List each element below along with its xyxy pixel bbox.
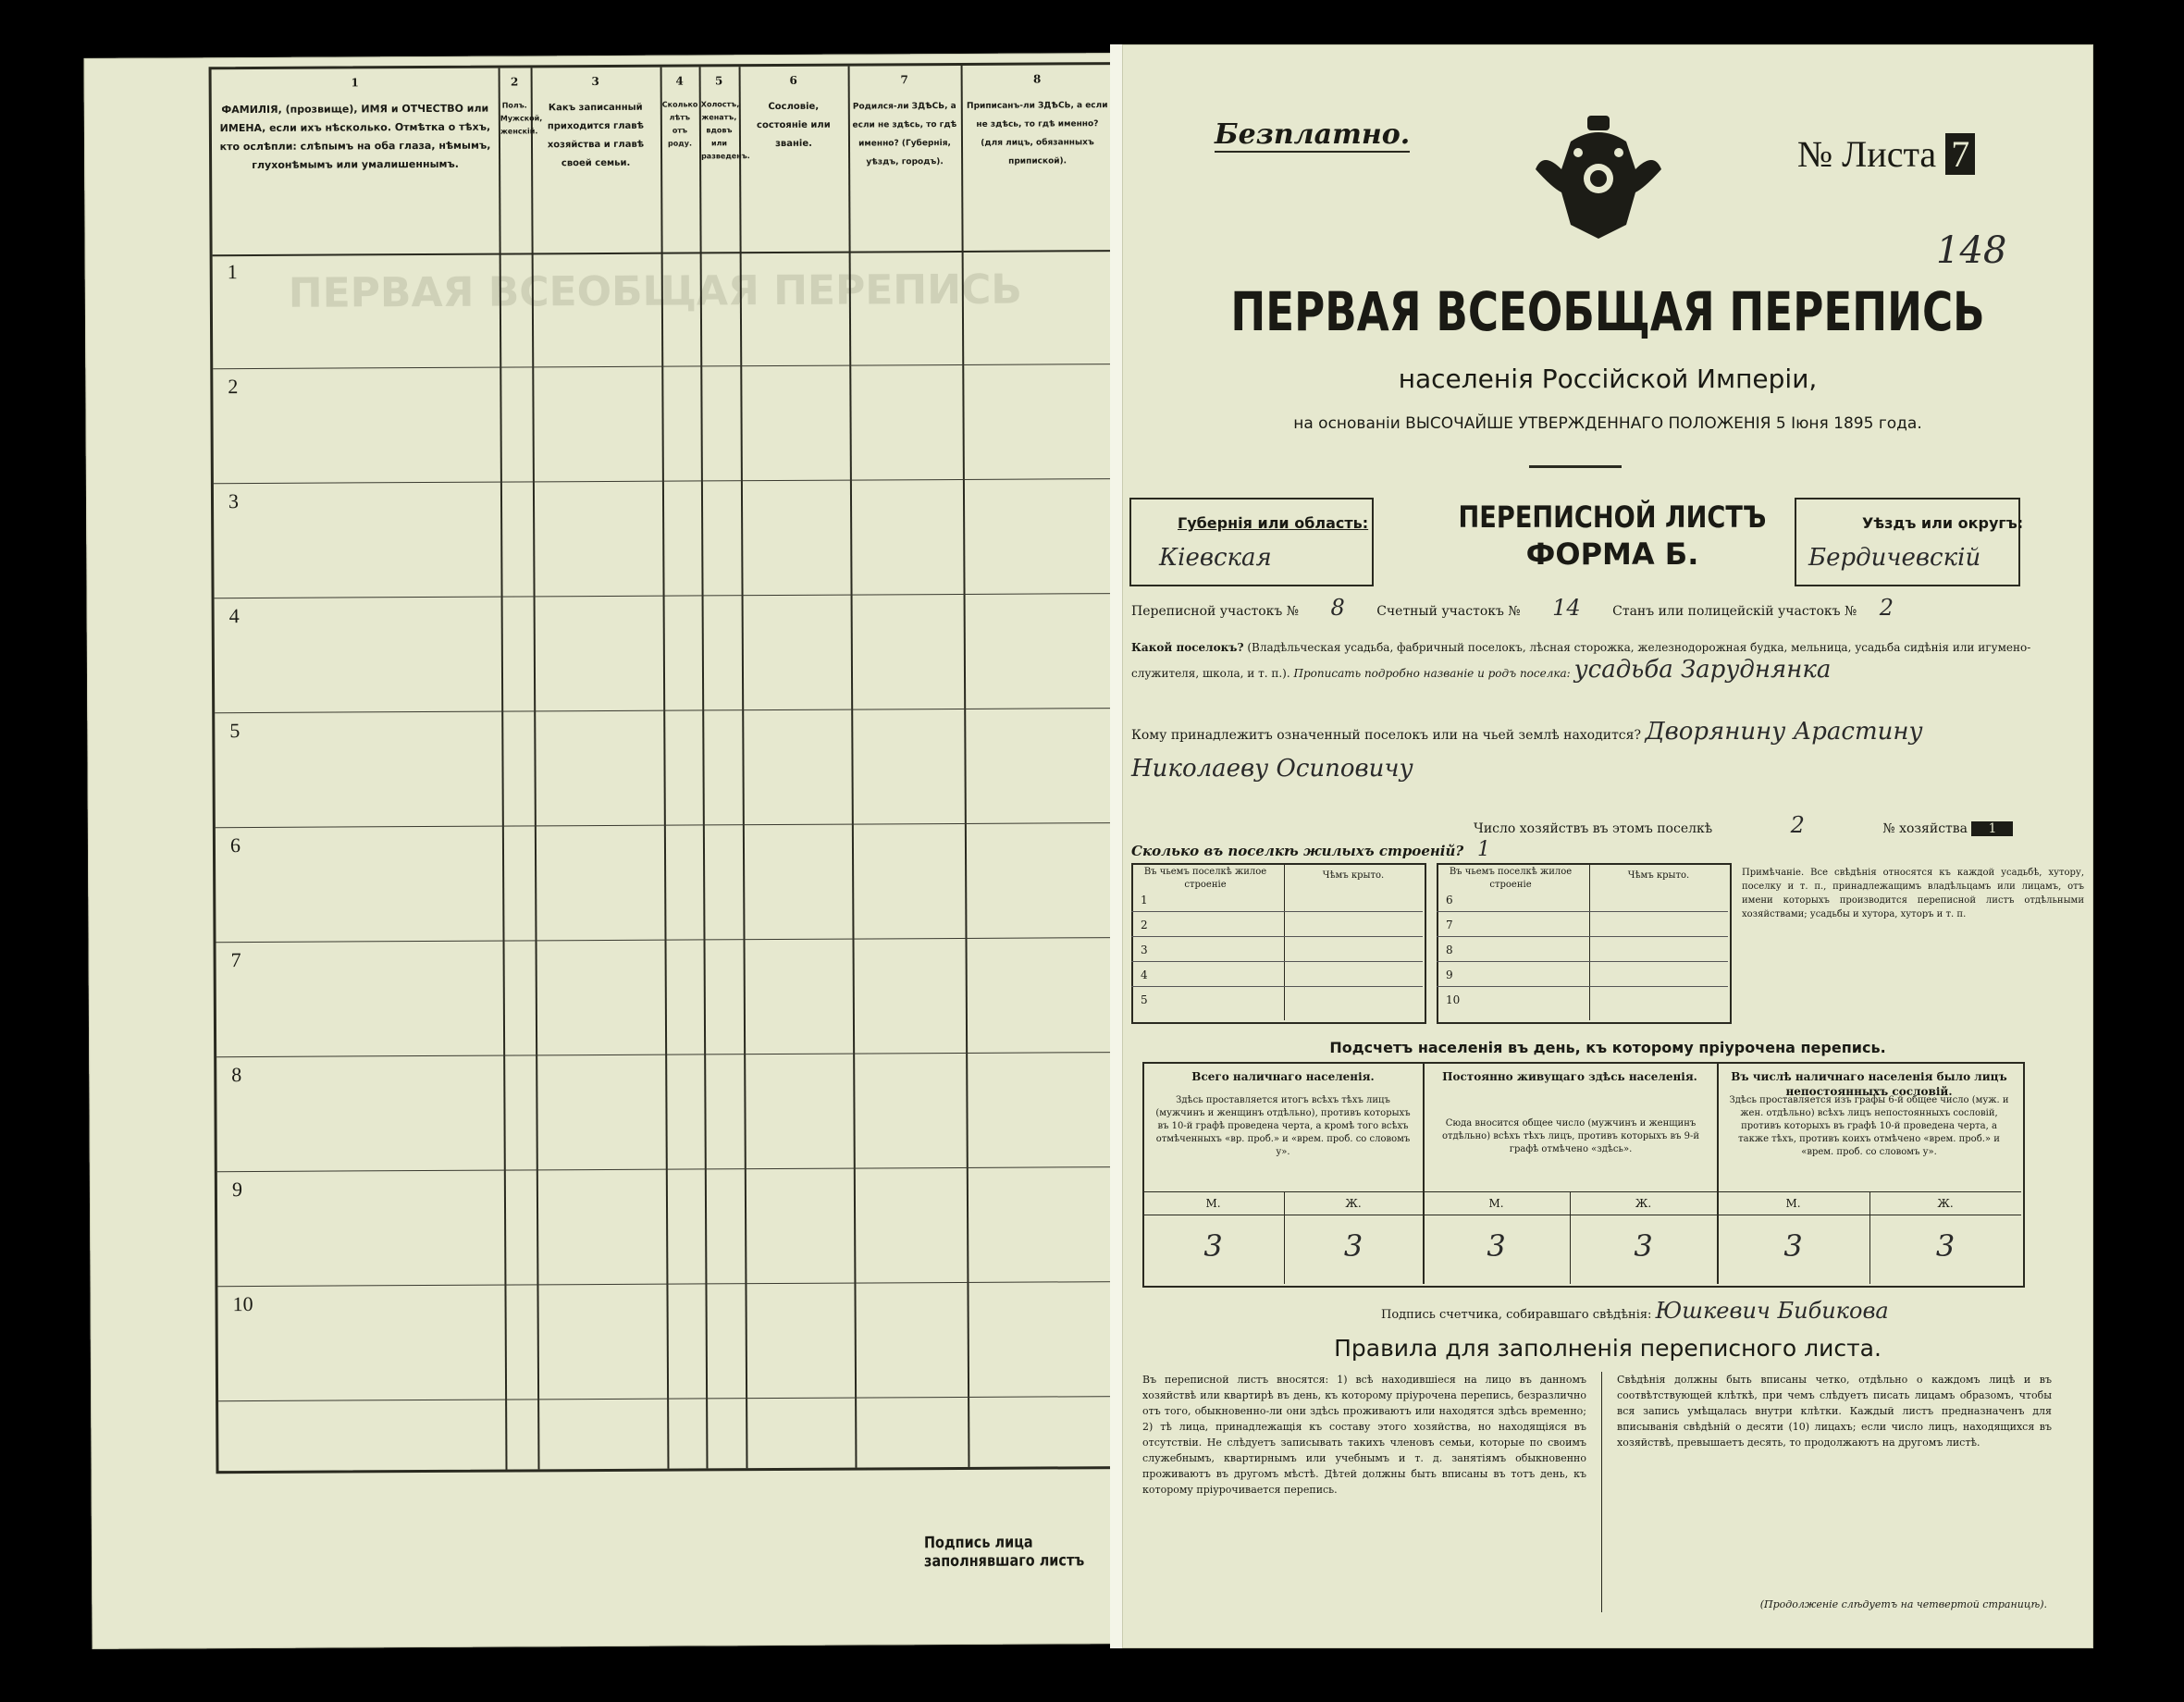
row-number: 7 (230, 948, 241, 972)
enumerator-signature: Юшкевич Бибикова (1655, 1298, 1889, 1324)
col-header-marital: Холостъ, женатъ, вдовъ или разведенъ. (700, 100, 750, 161)
sheet-number-value: 7 (1945, 133, 1975, 175)
enumerator-signature-label: Подпись счетчика, собиравшаго свѣдѣнія: (1381, 1308, 1652, 1322)
row-number: 5 (229, 719, 241, 743)
count-value: 3 (1487, 1228, 1506, 1264)
count-head-total: Всего наличнаго населенія. (1191, 1070, 1375, 1083)
row-number: 4 (228, 604, 240, 628)
col-header-relation: Какъ записанный приходится главѣ хозяйства и главѣ своей семьи. (547, 102, 645, 169)
continued-note: (Продолженіе слѣдуетъ на четвертой страницѣ). (1759, 1598, 2047, 1610)
col-number-2: 2 (510, 75, 519, 89)
building-row: 3 (1141, 944, 1148, 956)
signature-label: Подпись лица заполнявшаго листъ (923, 1533, 1085, 1572)
col-header-name: ФАМИЛІЯ, (прозвище), ИМЯ и ОТЧЕСТВО или ИМЕНА, если ихъ нѣсколько. Отмѣтка о тѣхъ, кто ослѣпли: слѣпымъ на оба глаза, нѣмымъ, глухонѣмымъ или умалишеннымъ. (219, 102, 491, 171)
household-number-label: № хозяйства (1882, 821, 1968, 836)
count-value: 3 (1343, 1228, 1363, 1264)
free-label: Безплатно. (1215, 118, 1411, 151)
count-value: 3 (1203, 1228, 1223, 1264)
col-number-8: 8 (1032, 72, 1042, 86)
building-row: 1 (1141, 894, 1148, 906)
col-number-7: 7 (900, 73, 908, 87)
document-subtitle: населенія Россійской Имперіи, (1398, 364, 1818, 394)
col-header-registered: Приписанъ-ли ЗДѢСЬ, а если не здѣсь, то гдѣ именно? (для лицъ, обязанныхъ припиской). (967, 101, 1108, 166)
mf-label: Ж. (1937, 1197, 1954, 1210)
households-line (1474, 812, 2084, 838)
col-number-1: 1 (351, 76, 359, 90)
left-page (84, 53, 1124, 1649)
bleed-through-text: ПЕРВАЯ ВСЕОБЩАЯ ПЕРЕПИСЬ (288, 265, 1022, 317)
col-number-5: 5 (714, 74, 723, 88)
count-value: 3 (1783, 1228, 1803, 1264)
count-head-permanent: Постоянно живущаго здѣсь населенія. (1442, 1070, 1697, 1083)
rules-left-text: Въ переписной листъ вносятся: 1) всѣ находившіеся на лицо въ данномъ хозяйствѣ или квартирѣ въ день, къ которому пріурочена перепись, безразлично отъ того, обыкновенно-ли они здѣсь проживаютъ или находятся здѣсь временно; 2) тѣ лица, принадлежащія къ составу этого хозяйства, но находящіяся въ отсутствіи. Не слѣдуетъ записывать такихъ членовъ семьи, которые по своимъ служебнымъ, квартирнымъ или учебнымъ и т. д. занятіямъ обыкновенно проживаютъ въ другомъ мѣстѣ. Дѣтей должны быть вписаны въ тотъ день, къ которому пріурочивается перепись. (1142, 1374, 1586, 1496)
col-header-age: Сколько лѣтъ отъ роду. (661, 100, 698, 148)
settlement-hint: (Владѣльческая усадьба, фабричный поселокъ, лѣсная сторожка, железнодорожная будка, мельница, усадьба сидѣнія или игумено-служителя, школа, и т. п.). (1131, 641, 2031, 680)
sheet-title: ПЕРЕПИСНОЙ ЛИСТЪ (1458, 500, 1767, 535)
count-desc-total: Здѣсь проставляется итогъ всѣхъ тѣхъ лицъ (мужчинъ и женщинъ отдѣльно), противъ которыхъ въ 10-й графѣ проведена черта, а кромѣ того всѣхъ отмѣченныхъ «вр. проб.» и «врем. проб. со словомъ у». (1155, 1095, 1411, 1157)
row-number: 6 (229, 833, 241, 857)
buildings-note: Примѣчаніе. Все свѣдѣнія относятся къ каждой усадьбѣ, хутору, поселку и т. п., принадлежащимъ владѣльцамъ или лицамъ, отъ имени которыхъ производится переписной листъ отдѣльными хозяйствами; усадьбы и хутора, хуторъ и т. п. (1742, 868, 2084, 919)
mf-label: Ж. (1345, 1197, 1362, 1210)
count-district-label: Счетный участокъ № (1376, 604, 1521, 619)
households-label: Число хозяйствъ въ этомъ поселкѣ (1474, 821, 1713, 836)
row-number: 9 (231, 1178, 242, 1202)
building-row: 4 (1141, 968, 1148, 981)
buildings-head-b: Чѣмъ крыто. (1322, 870, 1385, 881)
col-header-estate: Сословіе, состояніе или званіе. (756, 101, 831, 150)
count-value: 3 (1634, 1228, 1653, 1264)
count-district-value: 14 (1552, 595, 1581, 621)
row-number: 1 (227, 260, 238, 284)
row-number: 8 (231, 1063, 242, 1087)
right-page (1122, 44, 2093, 1648)
count-desc-nonpermanent: Здѣсь проставляется изъ графы 6-й общее число (муж. и жен. отдѣльно) всѣхъ лицъ непостоянныхъ сословій, противъ которыхъ въ графѣ 10-й проведена черта, а также тѣхъ, противъ коихъ отмѣчено «врем. проб.» и «врем. проб. со словомъ у». (1729, 1095, 2009, 1157)
settlement-hint-2: Прописать подробно названіе и родъ поселка: (1293, 667, 1571, 680)
form-label: ФОРМА Б. (1525, 536, 1699, 572)
building-row: 7 (1446, 919, 1453, 931)
household-member-table (209, 62, 1124, 1474)
building-row: 8 (1446, 944, 1453, 956)
col-number-3: 3 (591, 75, 599, 89)
col-header-birthplace: Родился-ли ЗДѢСЬ, а если не здѣсь, то гдѣ именно? (Губернія, уѣздъ, городъ). (852, 101, 957, 167)
household-number-value: 1 (1971, 821, 2013, 836)
buildings-head-a: Въ чьемъ поселкѣ жилое строеніе (1143, 867, 1267, 890)
uezd-value: Бердичевскій (1808, 544, 1981, 572)
document-title: ПЕРВАЯ ВСЕОБЩАЯ ПЕРЕПИСЬ (1230, 280, 1985, 343)
owner-value-2: Николаеву Осиповичу (1131, 755, 1413, 783)
owner-value-1: Дворянину Арастину (1645, 718, 1923, 746)
guberniya-box (1129, 498, 1374, 586)
sheet-number-label: № Листа (1797, 133, 1937, 175)
building-row: 9 (1446, 968, 1453, 981)
settlement-value: усадьба Заруднянка (1573, 656, 1832, 684)
mf-label: М. (1205, 1197, 1221, 1210)
col-number-4: 4 (675, 74, 684, 88)
row-number: 2 (228, 375, 239, 399)
police-district-value: 2 (1879, 595, 1894, 621)
count-head-nonpermanent: Въ числѣ наличнаго населенія было лицъ непостоянныхъ сословій. (1731, 1070, 2007, 1098)
legal-basis: на основаніи ВЫСОЧАЙШЕ УТВЕРЖДЕННАГО ПОЛОЖЕНІЯ 5 Іюня 1895 года. (1293, 414, 1922, 433)
owner-label: Кому принадлежитъ означенный поселокъ или на чьей землѣ находится? (1131, 728, 1641, 743)
guberniya-label: Губернія или область: (1178, 514, 1369, 532)
row-number: 3 (228, 489, 240, 513)
settlement-label: Какой поселокъ? (1131, 641, 1244, 654)
uezd-label: Уѣздъ или округъ: (1862, 514, 2024, 532)
handwritten-page-number: 148 (1936, 229, 2007, 272)
buildings-label: Сколько въ поселкѣ жилыхъ строеній? (1131, 843, 1464, 859)
col-number-6: 6 (789, 73, 797, 87)
building-row: 10 (1446, 993, 1461, 1006)
count-desc-permanent: Сюда вносится общее число (мужчинъ и женщинъ отдѣльно) всѣхъ тѣхъ лицъ, противъ которыхъ въ 9-й графѣ отмѣчено «здѣсь». (1441, 1118, 1700, 1154)
building-row: 2 (1141, 919, 1148, 931)
double-headed-eagle-emblem (1534, 114, 1663, 243)
mf-label: М. (1488, 1197, 1504, 1210)
census-district-label: Переписной участокъ № (1131, 604, 1299, 619)
mf-label: Ж. (1635, 1197, 1652, 1210)
census-district-value: 8 (1330, 595, 1345, 621)
buildings-head-a-right: Въ чьемъ поселкѣ жилое строеніе (1449, 867, 1573, 890)
rules-right-text: Свѣдѣнія должны быть вписаны четко, отдѣльно о каждомъ лицѣ и въ соотвѣтствующей клѣткѣ, при чемъ слѣдуетъ писать лицамъ образомъ, чтобы вся запись умѣщалась внутри клѣтки. Каждый листъ предназначенъ для вписыванія свѣдѣній о десяти (10) лицахъ; если число лицъ, находящихся въ хозяйствѣ, превышаетъ десять, то продолжаютъ на другомъ листѣ. (1617, 1374, 2052, 1449)
building-row: 5 (1141, 993, 1148, 1006)
uezd-box (1795, 498, 2020, 586)
households-value: 2 (1790, 812, 1805, 838)
police-district-label: Станъ или полицейскій участокъ № (1612, 604, 1857, 619)
guberniya-value: Кіевская (1159, 544, 1272, 572)
district-line (1131, 595, 2084, 621)
count-value: 3 (1935, 1228, 1956, 1264)
settlement-line (1131, 636, 2084, 684)
mf-label: М. (1785, 1197, 1801, 1210)
owner-line (1131, 715, 2084, 789)
building-row: 6 (1446, 894, 1453, 906)
col-header-sex: Полъ. Мужской, женскій. (500, 101, 543, 136)
buildings-head-b-right: Чѣмъ крыто. (1627, 870, 1690, 881)
count-title: Подсчетъ населенія въ день, къ которому пріурочена перепись. (1329, 1039, 1886, 1056)
title-divider (1529, 465, 1622, 468)
buildings-value: 1 (1476, 838, 1490, 861)
row-number: 10 (232, 1291, 253, 1316)
rules-title: Правила для заполненія переписного листа. (1334, 1335, 1882, 1362)
